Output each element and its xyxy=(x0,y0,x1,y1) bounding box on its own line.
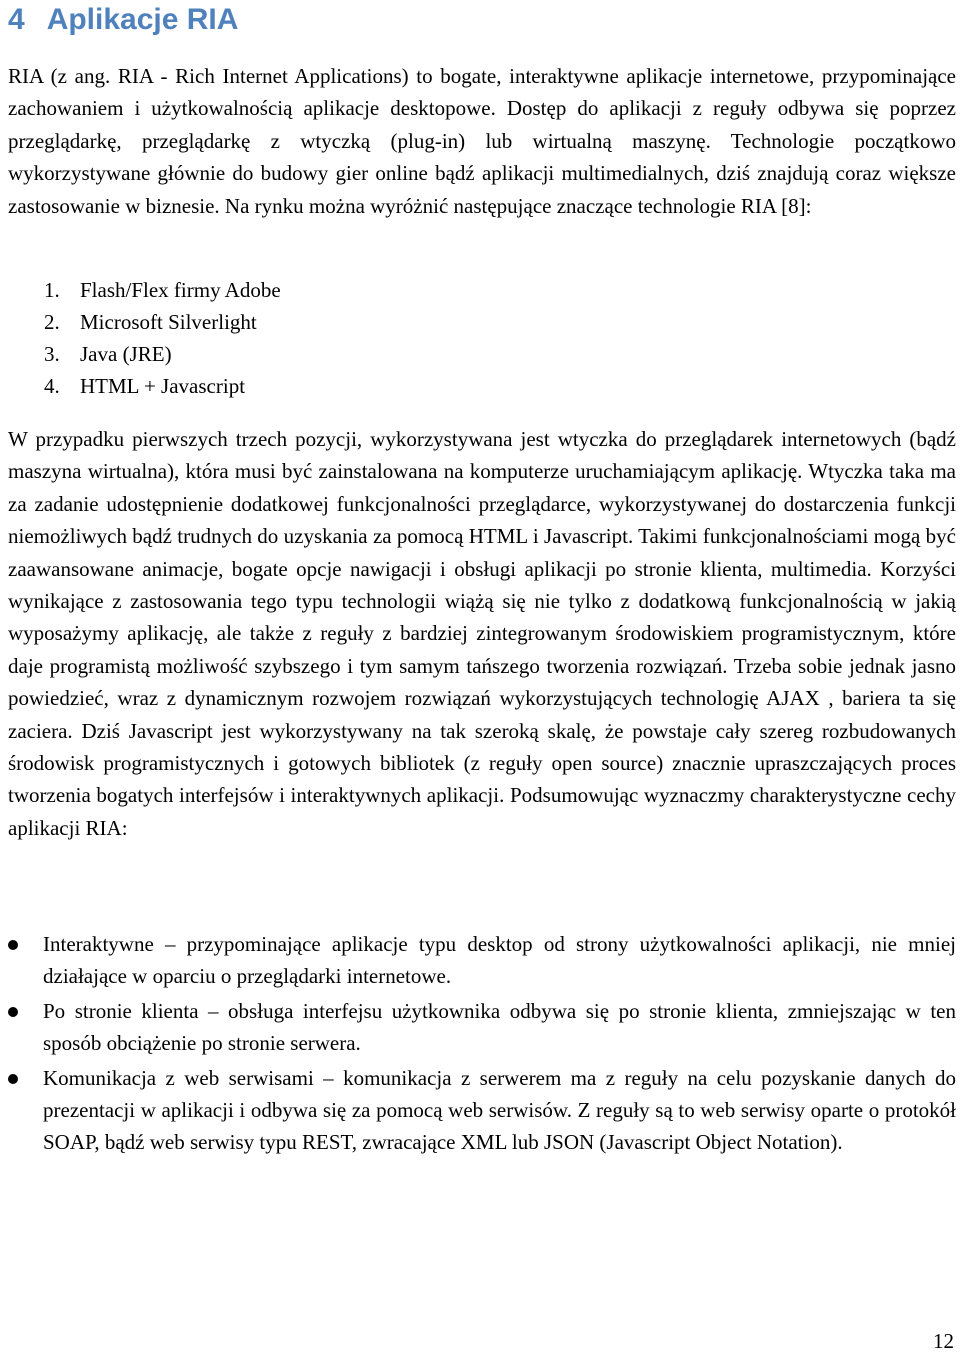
section-title: Aplikacje RIA xyxy=(46,3,239,36)
list-item-text: HTML + Javascript xyxy=(80,374,246,398)
bullet-item-text: Interaktywne – przypominające aplikacje typu desktop od strony użytkowalności aplikacji, nie mniej działające w oparciu o przeglądarki internetowe. xyxy=(43,932,956,989)
bullet-item-text: Komunikacja z web serwisami – komunikacja z serwerem ma z reguły na celu pozyskanie danych do prezentacji w aplikacji i odbywa się za pomocą web serwisów. Z reguły są to web serwisy oparte o protokół SOAP, bądź web serwisy typu REST, zwracające XML lub JSON (Javascript Object Notation). xyxy=(43,1065,956,1155)
bullet-icon xyxy=(8,1007,18,1017)
section-heading xyxy=(8,2,238,38)
bullet-item xyxy=(8,995,956,1060)
list-item-number: 2. xyxy=(44,310,60,334)
list-item xyxy=(8,370,281,402)
features-list xyxy=(8,928,956,1161)
list-item xyxy=(8,274,281,306)
list-item xyxy=(8,306,281,338)
bullet-item xyxy=(8,928,956,993)
list-item-text: Java (JRE) xyxy=(80,342,172,366)
list-item-text: Microsoft Silverlight xyxy=(80,310,257,334)
main-paragraph: W przypadku pierwszych trzech pozycji, wykorzystywana jest wtyczka do przeglądarek internetowych (bądź maszyna wirtualna), która musi być zainstalowana na komputerze uruchamiającym aplikację. Wtyczka taka ma za zadanie udostępnienie dodatkowej funkcjonalności przeglądarce, wykorzystywanej do dostarczenia funkcji niemożliwych bądź trudnych do uzyskania za pomocą HTML i Javascript. Takimi funkcjonalnościami mogą być zaawansowane animacje, bogate opcje nawigacji i obsługi aplikacji po stronie klienta, multimedia. Korzyści wynikające z zastosowania tego typu technologii wiążą się nie tylko z dodatkową funkcjonalnością w jakią wyposażymy aplikację, ale także z reguły z bardziej zintegrowanym środowiskiem programistycznym, które daje programistą możliwość szybszego i tym samym tańszego tworzenia rozwiązań. Trzeba sobie jednak jasno powiedzieć, wraz z dynamicznym rozwojem rozwiązań wykorzystujących technologię AJAX , bariera ta się zaciera. Dziś Javascript jest wykorzystywany na tak szeroką skalę, że powstaje cały szereg rozbudowanych środowisk programistycznych i gotowych bibliotek (z reguły open source) znacznie upraszczających proces tworzenia bogatych interfejsów i interaktywnych aplikacji. Podsumowując wyznaczmy charakterystyczne cechy aplikacji RIA: xyxy=(8,427,956,840)
list-item-number: 4. xyxy=(44,374,60,398)
list-item-number: 3. xyxy=(44,342,60,366)
page-number: 12 xyxy=(933,1329,954,1353)
section-number: 4 xyxy=(8,3,25,36)
bullet-icon xyxy=(8,940,18,950)
technology-list xyxy=(8,274,281,402)
list-item-number: 1. xyxy=(44,278,60,302)
intro-paragraph: RIA (z ang. RIA - Rich Internet Applications) to bogate, interaktywne aplikacje internetowe, przypominające zachowaniem i użytkowalnością aplikacje desktopowe. Dostęp do aplikacji z reguły odbywa się poprzez przeglądarkę, przeglądarkę z wtyczką (plug-in) lub wirtualną maszynę. Technologie początkowo wykorzystywane głównie do budowy gier online bądź aplikacji multimedialnych, dziś znajdują coraz większe zastosowanie w biznesie. Na rynku można wyróżnić następujące znaczące technologie RIA [8]: xyxy=(8,64,956,218)
bullet-item xyxy=(8,1062,956,1159)
list-item-text: Flash/Flex firmy Adobe xyxy=(80,278,281,302)
bullet-item-text: Po stronie klienta – obsługa interfejsu użytkownika odbywa się po stronie klienta, zmniejszając w ten sposób obciążenie po stronie serwera. xyxy=(43,998,956,1056)
list-item xyxy=(8,338,281,370)
bullet-icon xyxy=(8,1074,18,1084)
